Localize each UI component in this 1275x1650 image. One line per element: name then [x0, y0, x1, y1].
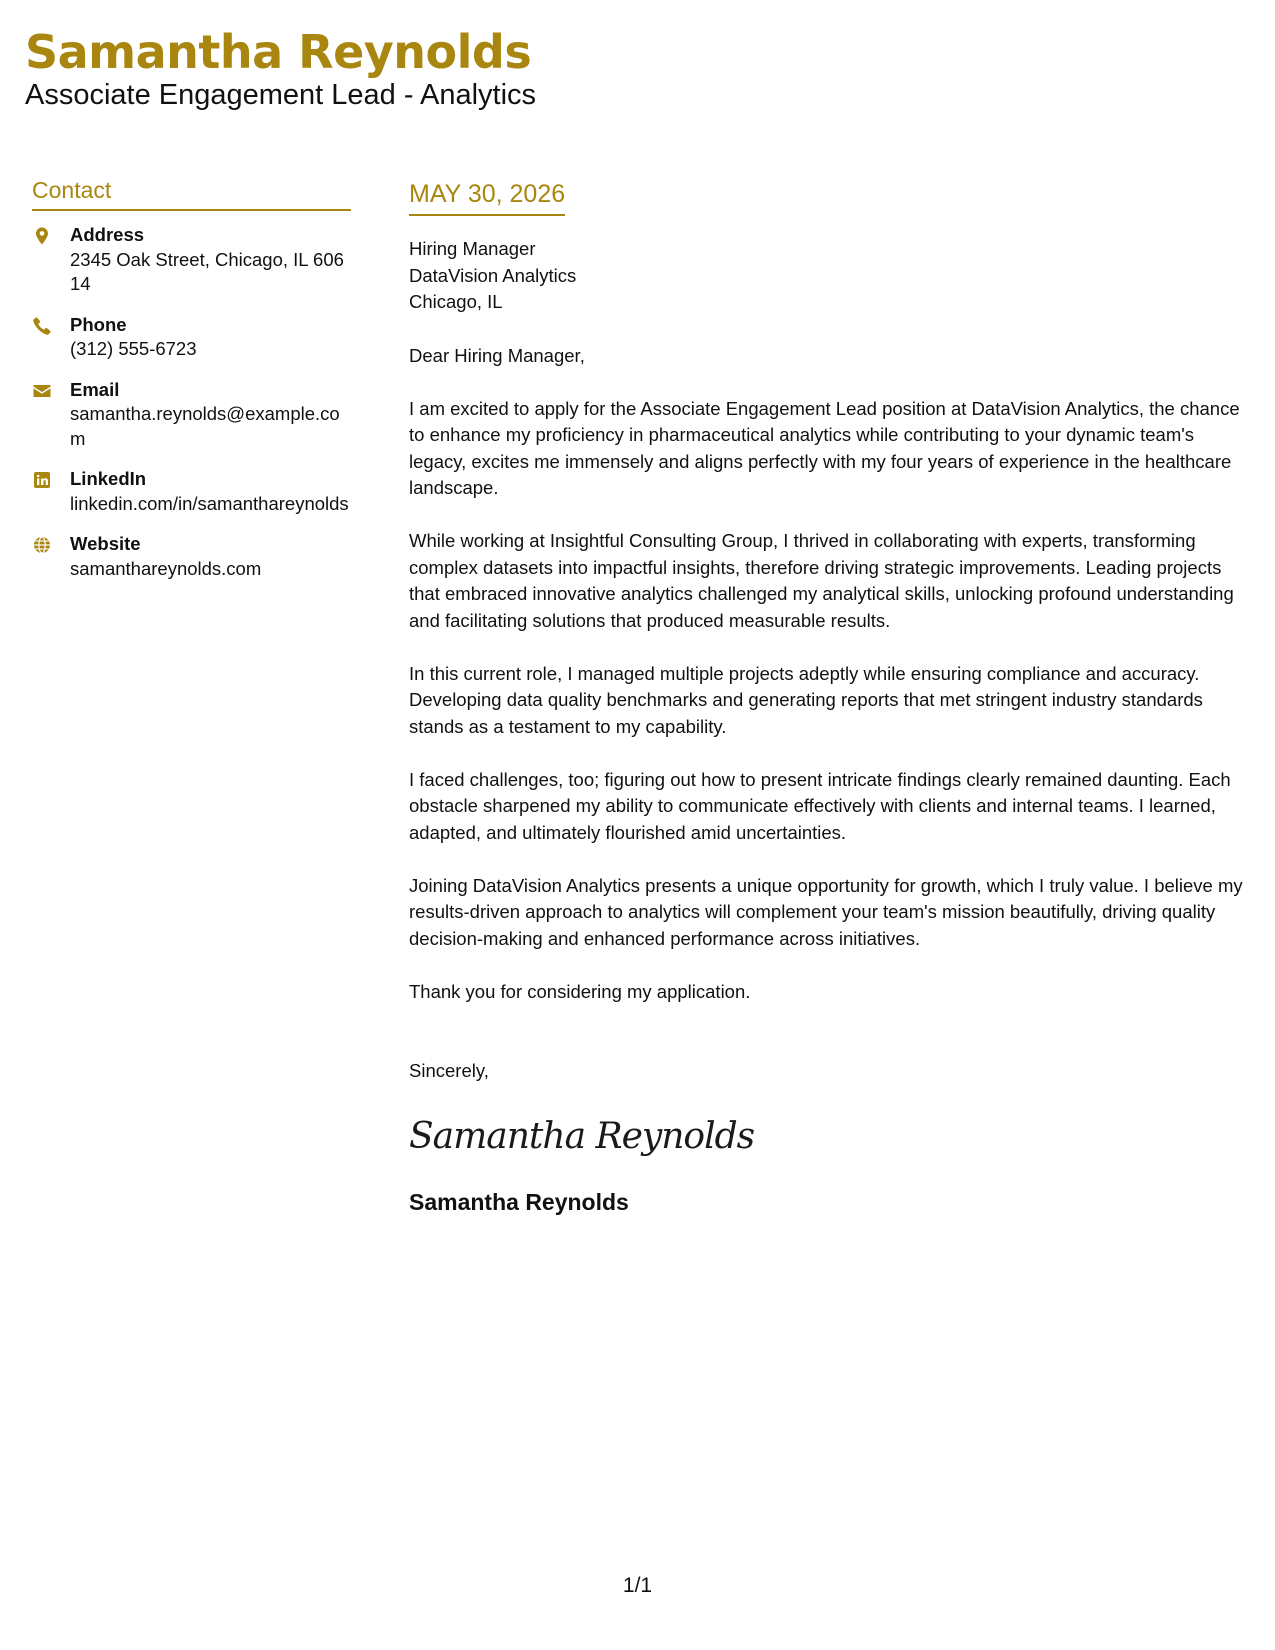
contact-label: Email [70, 378, 120, 400]
letter-date: MAY 30, 2026 [409, 178, 565, 216]
contact-heading: Contact [32, 175, 351, 211]
applicant-name: Samantha Reynolds [25, 25, 532, 79]
envelope-icon [32, 378, 70, 452]
contact-sidebar [32, 175, 351, 597]
linkedin-icon [32, 467, 70, 516]
recipient-line: DataVision Analytics [409, 264, 577, 286]
contact-label: Website [70, 533, 141, 554]
letter-paragraph: I faced challenges, too; figuring out how to present intricate findings clearly remained daunting. Each obstacle sharpened my ability to communicate effectively with clients and internal teams. I learned, adapted, and ultimately flourished amid uncertainties. [409, 768, 1231, 843]
signed-name: Samantha Reynolds [409, 1188, 629, 1215]
letter-paragraph: Joining DataVision Analytics presents a unique opportunity for growth, which I truly value. I believe my results-driven approach to analytics will complement your team's mission beautifully, driving quality decision-making and enhanced performance across initiatives. [409, 874, 1243, 949]
contact-item-linkedin [32, 467, 351, 516]
letter-paragraph: In this current role, I managed multiple projects adeptly while ensuring compliance and accuracy. Developing data quality benchmarks and generating reports that met stringent industry standards stands as a testament to my capability. [409, 662, 1203, 737]
website-value[interactable]: samanthareynolds.com [70, 557, 262, 579]
letter-body [409, 178, 1252, 1217]
contact-item-phone [32, 313, 351, 362]
recipient-line: Chicago, IL [409, 291, 503, 312]
linkedin-value[interactable]: linkedin.com/in/samanthareynolds [70, 492, 349, 514]
phone-icon [32, 313, 70, 362]
letter-paragraph: I am excited to apply for the Associate Engagement Lead position at DataVision Analytics, the chance to enhance my proficiency in pharmaceutical analytics while contributing to your dynamic team's legacy, excites me immensely and aligns perfectly with my four years of experience in the healthcare landscape. [409, 397, 1240, 498]
phone-value: (312) 555-6723 [70, 338, 197, 359]
email-value[interactable]: samantha.reynolds@example.com [70, 403, 340, 449]
page-number: 1/1 [622, 1574, 653, 1597]
letter-paragraph: While working at Insightful Consulting Group, I thrived in collaborating with experts, transforming complex datasets into impactful insights, therefore driving strategic improvements. Leading projects that embraced innovative analytics challenged my analytical skills, unlocking profound understanding and facilitating solutions that produced measurable results. [409, 530, 1234, 631]
document-header [25, 22, 536, 112]
contact-item-website [32, 532, 351, 581]
contact-item-email [32, 378, 351, 452]
globe-icon [32, 532, 70, 581]
job-title: Associate Engagement Lead - Analytics [25, 79, 537, 111]
salutation: Dear Hiring Manager, [409, 344, 585, 366]
recipient-line: Hiring Manager [409, 238, 536, 259]
recipient-block [409, 236, 1252, 316]
map-pin-icon [32, 223, 70, 297]
closing: Sincerely, [409, 1060, 489, 1081]
letter-paragraph: Thank you for considering my application. [409, 980, 751, 1002]
contact-item-address [32, 223, 351, 297]
handwritten-signature: Samantha Reynolds [409, 1115, 755, 1157]
contact-label: Address [70, 224, 145, 245]
contact-label: Phone [70, 313, 127, 335]
address-value: 2345 Oak Street, Chicago, IL 60614 [70, 248, 344, 294]
contact-label: LinkedIn [70, 468, 147, 489]
